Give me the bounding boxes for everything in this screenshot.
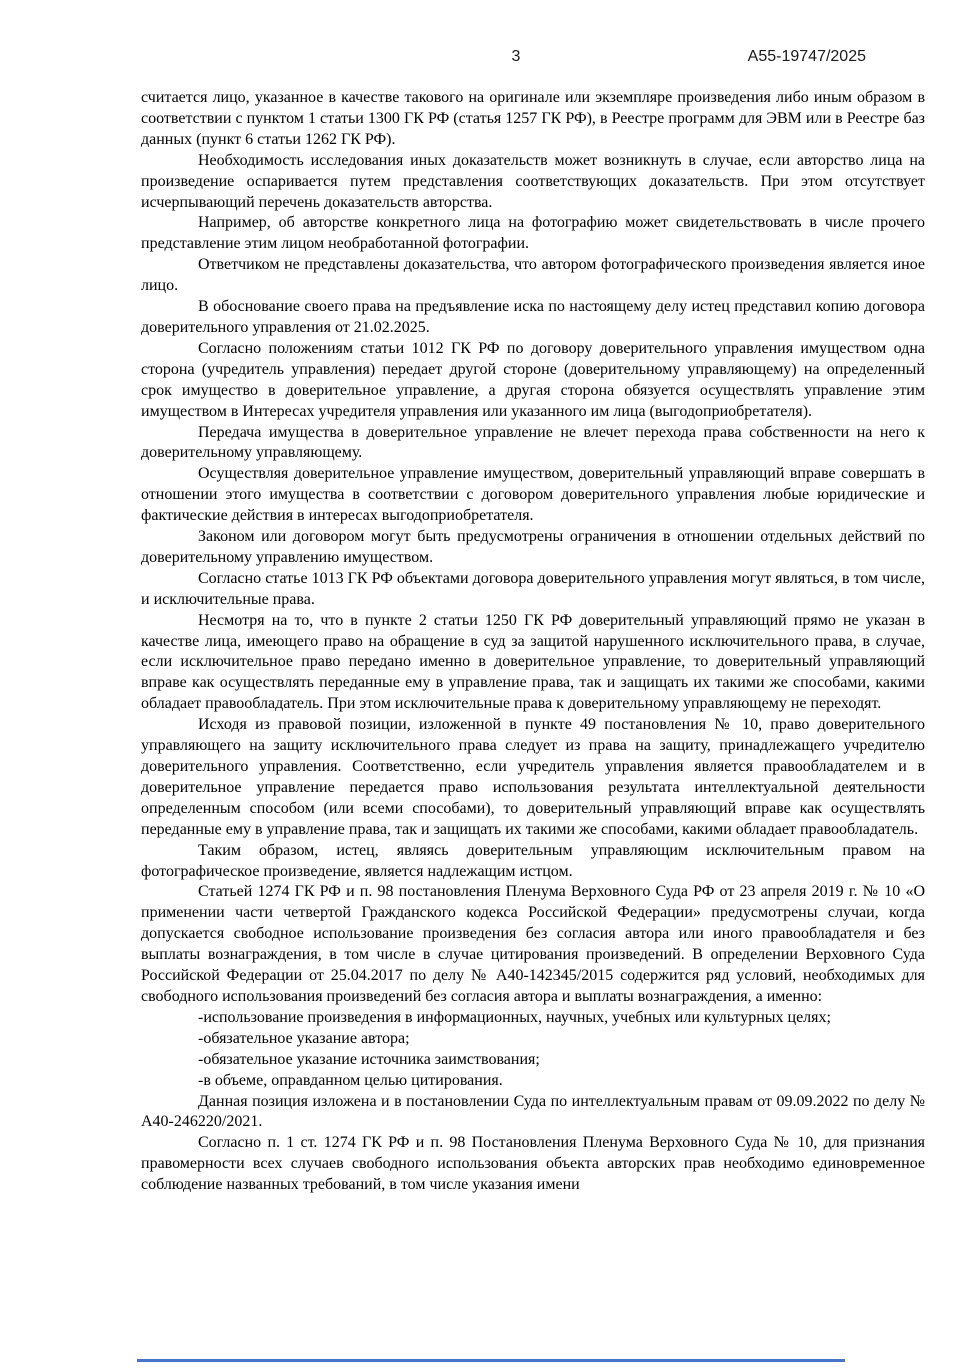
page-header: [0, 48, 970, 72]
signature-stamp-line: [137, 1359, 845, 1362]
paragraph: Несмотря на то, что в пункте 2 статьи 1250 ГК РФ доверительный управляющий прямо не указан в качестве лица, имеющего право на обращение в суд за защитой нарушенного исключительного права, в случае, если исключительное право передано именно в доверительное управление, то доверительный управляющий вправе как осуществлять переданные ему в управление права, так и защищать их такими же способами, какими обладает правообладатель. При этом исключительные права к доверительному управляющему не переходят.: [141, 611, 925, 713]
page-number: 3: [511, 48, 521, 65]
paragraph: Таким образом, истец, являясь доверительным управляющим исключительным правом на фотографическое произведение, является надлежащим истцом.: [141, 841, 925, 880]
paragraph: Согласно статье 1013 ГК РФ объектами договора доверительного управления могут являться, в том числе, и исключительные права.: [141, 569, 925, 608]
list-item: -использование произведения в информационных, научных, учебных или культурных целях;: [198, 1008, 831, 1026]
paragraph: Законом или договором могут быть предусмотрены ограничения в отношении отдельных действий по доверительному управлению имуществом.: [141, 528, 925, 566]
paragraph: Согласно положениям статьи 1012 ГК РФ по договору доверительного управления имуществом одна сторона (учредитель управления) передает другой стороне (доверительному управляющему) на определенный срок имущество в доверительное управление, а другая сторона обязуется осуществлять управление этим имуществом в Интересах учредителя управления или указанного им лица (выгодоприобретателя).: [141, 339, 925, 420]
list-item: -обязательное указание автора;: [198, 1029, 410, 1047]
paragraph: Согласно п. 1 ст. 1274 ГК РФ и п. 98 Постановления Пленума Верховного Суда № 10, для признания правомерности всех случаев свободного использования объекта авторских прав необходимо единовременное соблюдение названных требований, в том числе указания имени: [141, 1134, 925, 1194]
paragraph: Исходя из правовой позиции, изложенной в пункте 49 постановления № 10, право доверительного управляющего на защиту исключительного права следует из права на защиту, принадлежащего учредителю доверительного управления. Соответственно, если учредитель управления является правообладателем и в доверительное управление передается право использования результата интеллектуальной деятельности определенным способом (или всеми способами), то доверительный управляющий вправе как осуществлять переданные ему в управление права, так и защищать их такими же способами, какими обладает правообладатель.: [141, 716, 925, 838]
paragraph: Статьей 1274 ГК РФ и п. 98 постановления Пленума Верховного Суда РФ от 23 апреля 2019 г. № 10 «О применении части четвертой Гражданского кодекса Российской Федерации» предусмотрены случаи, когда допускается свободное использование произведения без согласия автора или иного правообладателя и без выплаты вознаграждения, в том числе в случае цитирования произведений. В определении Верховного Суда Российской Федерации от 25.04.2017 по делу № А40-142345/2015 содержится ряд условий, необходимых для свободного использования произведений без согласия автора и выплаты вознаграждения, а именно:: [141, 883, 925, 1005]
list-item: -обязательное указание источника заимствования;: [198, 1050, 540, 1068]
paragraph: Осуществляя доверительное управление имуществом, доверительный управляющий вправе совершать в отношении этого имущества в соответствии с договором доверительного управления любые юридические и фактические действия в интересах выгодоприобретателя.: [141, 465, 925, 525]
paragraph: В обоснование своего права на предъявление иска по настоящему делу истец представил копию договора доверительного управления от 21.02.2025.: [141, 298, 925, 336]
paragraph: Например, об авторстве конкретного лица на фотографию может свидетельствовать в числе прочего представление этим лицом необработанной фотографии.: [141, 214, 925, 253]
case-number: А55-19747/2025: [747, 48, 866, 65]
paragraph: считается лицо, указанное в качестве такового на оригинале или экземпляре произведения либо иным образом в соответствии с пунктом 1 статьи 1300 ГК РФ (статья 1257 ГК РФ), в Реестре программ для ЭВМ или в Реестре баз данных (пункт 6 статьи 1262 ГК РФ).: [141, 89, 925, 148]
paragraph: Ответчиком не представлены доказательства, что автором фотографического произведения является иное лицо.: [141, 256, 925, 295]
document-body: [141, 88, 925, 1196]
paragraph: Передача имущества в доверительное управление не влечет перехода права собственности на него к доверительному управляющему.: [141, 423, 925, 462]
paragraph: Необходимость исследования иных доказательств может возникнуть в случае, если авторство лица на произведение оспаривается путем представления соответствующих доказательств. При этом отсутствует исчерпывающий перечень доказательств авторства.: [141, 151, 925, 211]
paragraph: Данная позиция изложена и в постановлении Суда по интеллектуальным правам от 09.09.2022 по делу № А40-246220/2021.: [141, 1092, 925, 1131]
list-item: -в объеме, оправданном целью цитирования.: [198, 1071, 503, 1089]
